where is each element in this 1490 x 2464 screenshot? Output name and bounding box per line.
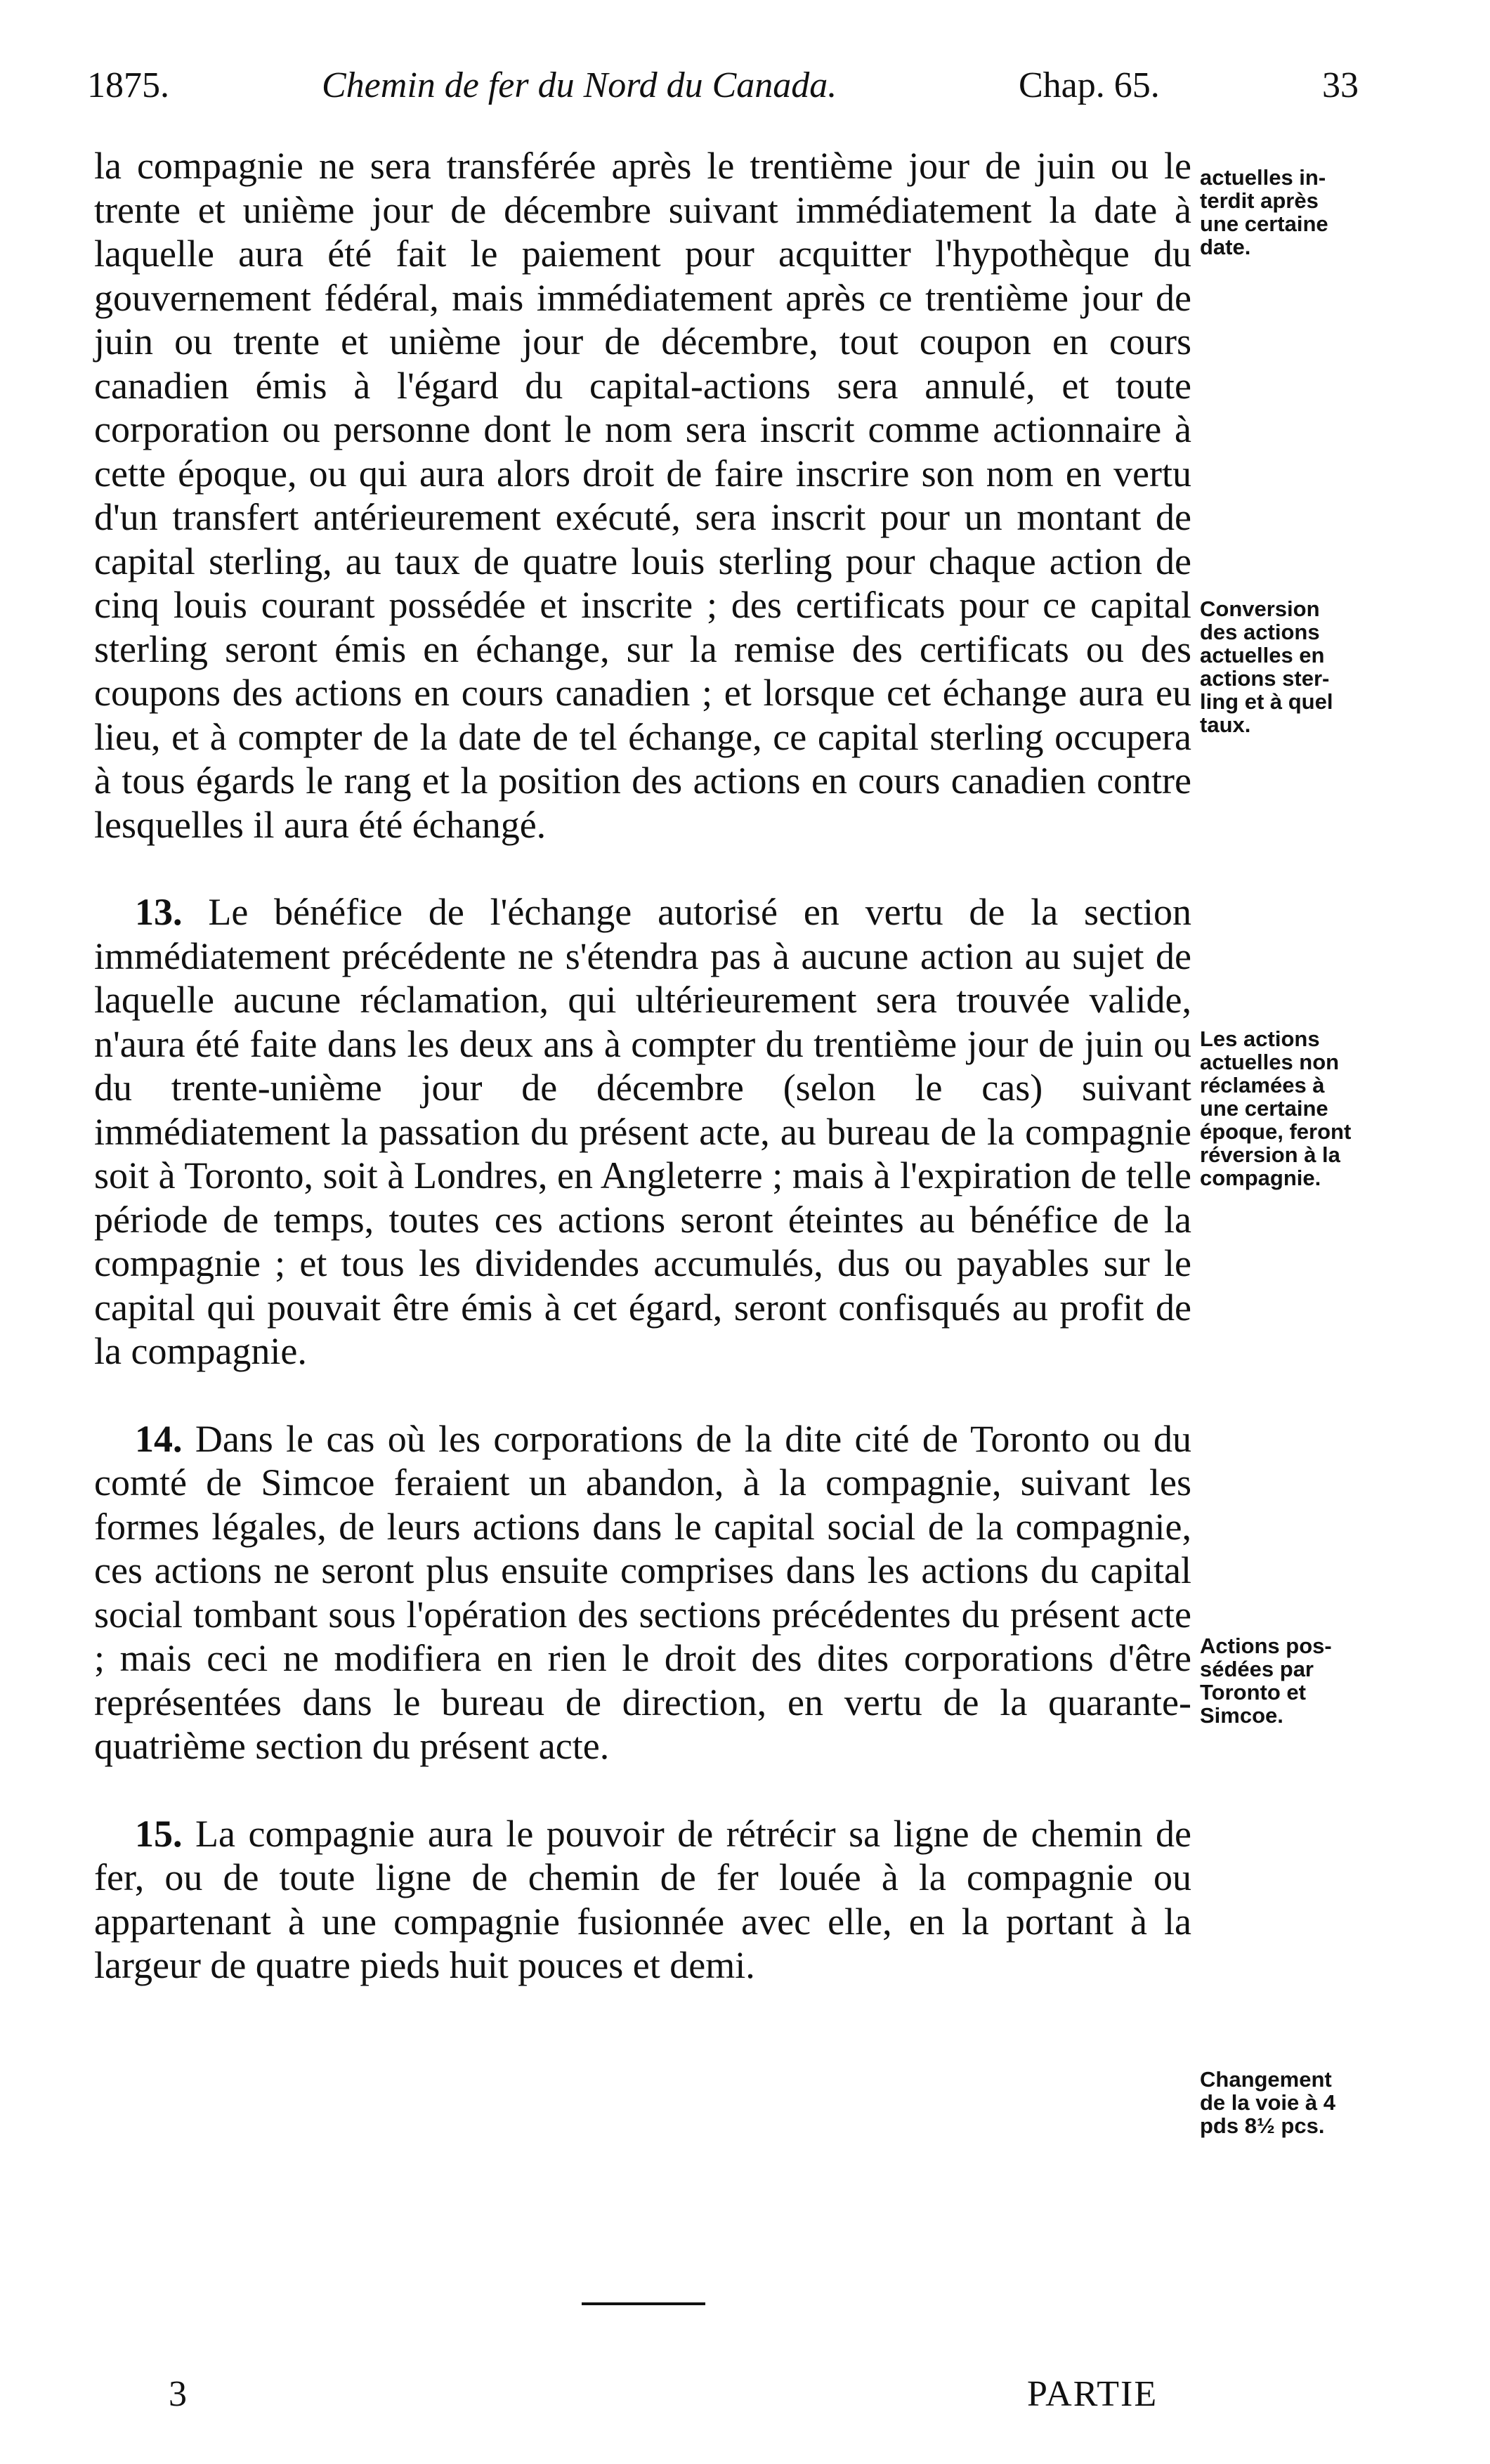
margin-note-line: actuelles in-: [1200, 165, 1326, 190]
margin-note-line: Changement: [1200, 2067, 1332, 2092]
paragraph-text: Dans le cas où les corporations de la dite cité de Toronto ou du comté de Simcoe feraient un abandon, à la compagnie, suivant les formes légales, de leurs actions dans le capital social de la compagnie, ces actions ne seront plus ensuite comprises dans les actions du capital social tombant sous l'opération des sections précédentes du présent acte ; mais ceci ne modifiera en rien le droit des dites corporations d'être représentées dans le bureau de direction, en vertu de la quarante-quatrième section du présent acte.: [94, 1417, 1192, 1767]
section-14: [94, 1417, 1191, 1768]
signature-mark: 3: [169, 2374, 187, 2414]
margin-note-line: ling et à quel: [1200, 689, 1333, 714]
margin-note-line: terdit après: [1200, 188, 1319, 213]
margin-note-line: une certaine: [1200, 1096, 1328, 1121]
body-text: [94, 144, 1191, 1988]
margin-note-line: réversion à la: [1200, 1142, 1340, 1167]
catchword: PARTIE: [1027, 2374, 1158, 2414]
margin-note-line: Actions pos-: [1200, 1634, 1332, 1658]
section-number: 13.: [135, 891, 183, 933]
margin-note-line: une certaine: [1200, 211, 1328, 236]
header-year: 1875.: [87, 65, 169, 105]
header-page-number: 33: [1322, 65, 1359, 105]
margin-note-line: Conversion: [1200, 597, 1320, 621]
header-chapter: Chap. 65.: [1019, 65, 1160, 105]
footer-rule: [582, 2302, 705, 2305]
section-number: 14.: [135, 1417, 183, 1460]
margin-note-transfer: [1200, 166, 1411, 259]
margin-note-line: de la voie à 4: [1200, 2090, 1335, 2115]
margin-note-line: actuelles non: [1200, 1050, 1340, 1074]
header-title: Chemin de fer du Nord du Canada.: [322, 65, 837, 105]
margin-note-line: Les actions: [1200, 1026, 1320, 1051]
margin-note-line: sédées par: [1200, 1657, 1314, 1681]
margin-note-line: époque, feront: [1200, 1119, 1352, 1144]
margin-note-line: des actions: [1200, 620, 1320, 644]
margin-note-line: pds 8½ pcs.: [1200, 2113, 1325, 2138]
margin-note-line: date.: [1200, 235, 1251, 259]
section-13: [94, 890, 1191, 1374]
paragraph-continued: [94, 144, 1191, 847]
margin-note-gauge-change: [1200, 2068, 1411, 2137]
section-15: [94, 1812, 1191, 1988]
margin-note-line: compagnie.: [1200, 1166, 1321, 1190]
margin-note-line: actuelles en: [1200, 643, 1325, 667]
paragraph-text: la compagnie ne sera transférée après le trentième jour de juin ou le trente et unième jour de décembre suivant immédiatement la date à laquelle aura été fait le paiement pour acquitter l'hypothèque du gouvernement fédéral, mais immédiatement après ce trentième jour de juin ou trente et unième jour de décembre, tout coupon en cours canadien émis à l'égard du capital-actions sera annulé, et toute corporation ou personne dont le nom sera inscrit comme actionnaire à cette époque, ou qui aura alors droit de faire inscrire son nom en vertu d'un transfert antérieurement exécuté, sera inscrit pour un montant de capital sterling, au taux de quatre louis sterling pour chaque action de cinq louis courant possédée et inscrite ; des certificats pour ce capital sterling seront émis en échange, sur la remise des certificats ou des coupons des actions en cours canadien ; et lorsque cet échange aura eu lieu, et à compter de la date de tel échange, ce capital sterling occupera à tous égards le rang et la position des actions en cours canadien contre lesquelles il aura été échangé.: [94, 145, 1191, 846]
paragraph-text: Le bénéfice de l'échange autorisé en vertu de la section immédiatement précédente ne s'étendra pas à aucune action au sujet de laquelle aucune réclamation, qui ultérieurement sera trouvée valide, n'aura été faite dans les deux ans à compter du trentième jour de juin ou du trente-unième jour de décembre (selon le cas) suivant immédiatement la passation du présent acte, au bureau de la compagnie soit à Toronto, soit à Londres, en Angleterre ; mais à l'expiration de telle période de temps, toutes ces actions seront éteintes au bénéfice de la compagnie ; et tous les dividendes accumulés, dus ou payables sur le capital qui pouvait être émis à cet égard, seront confisqués au profit de la compagnie.: [94, 891, 1192, 1372]
margin-note-conversion: [1200, 597, 1411, 736]
section-number: 15.: [135, 1812, 183, 1855]
margin-note-line: réclamées à: [1200, 1073, 1325, 1097]
margin-note-line: taux.: [1200, 712, 1251, 737]
margin-note-line: actions ster-: [1200, 666, 1330, 691]
paragraph-text: La compagnie aura le pouvoir de rétrécir sa ligne de chemin de fer, ou de toute ligne de chemin de fer louée à la compagnie ou appartenant à une compagnie fusionnée avec elle, en la portant à la largeur de quatre pieds huit pouces et demi.: [94, 1812, 1191, 1986]
margin-note-unclaimed-shares: [1200, 1027, 1411, 1189]
margin-note-line: Toronto et: [1200, 1680, 1306, 1704]
margin-note-toronto-simcoe: [1200, 1634, 1411, 1727]
margin-note-line: Simcoe.: [1200, 1703, 1283, 1728]
